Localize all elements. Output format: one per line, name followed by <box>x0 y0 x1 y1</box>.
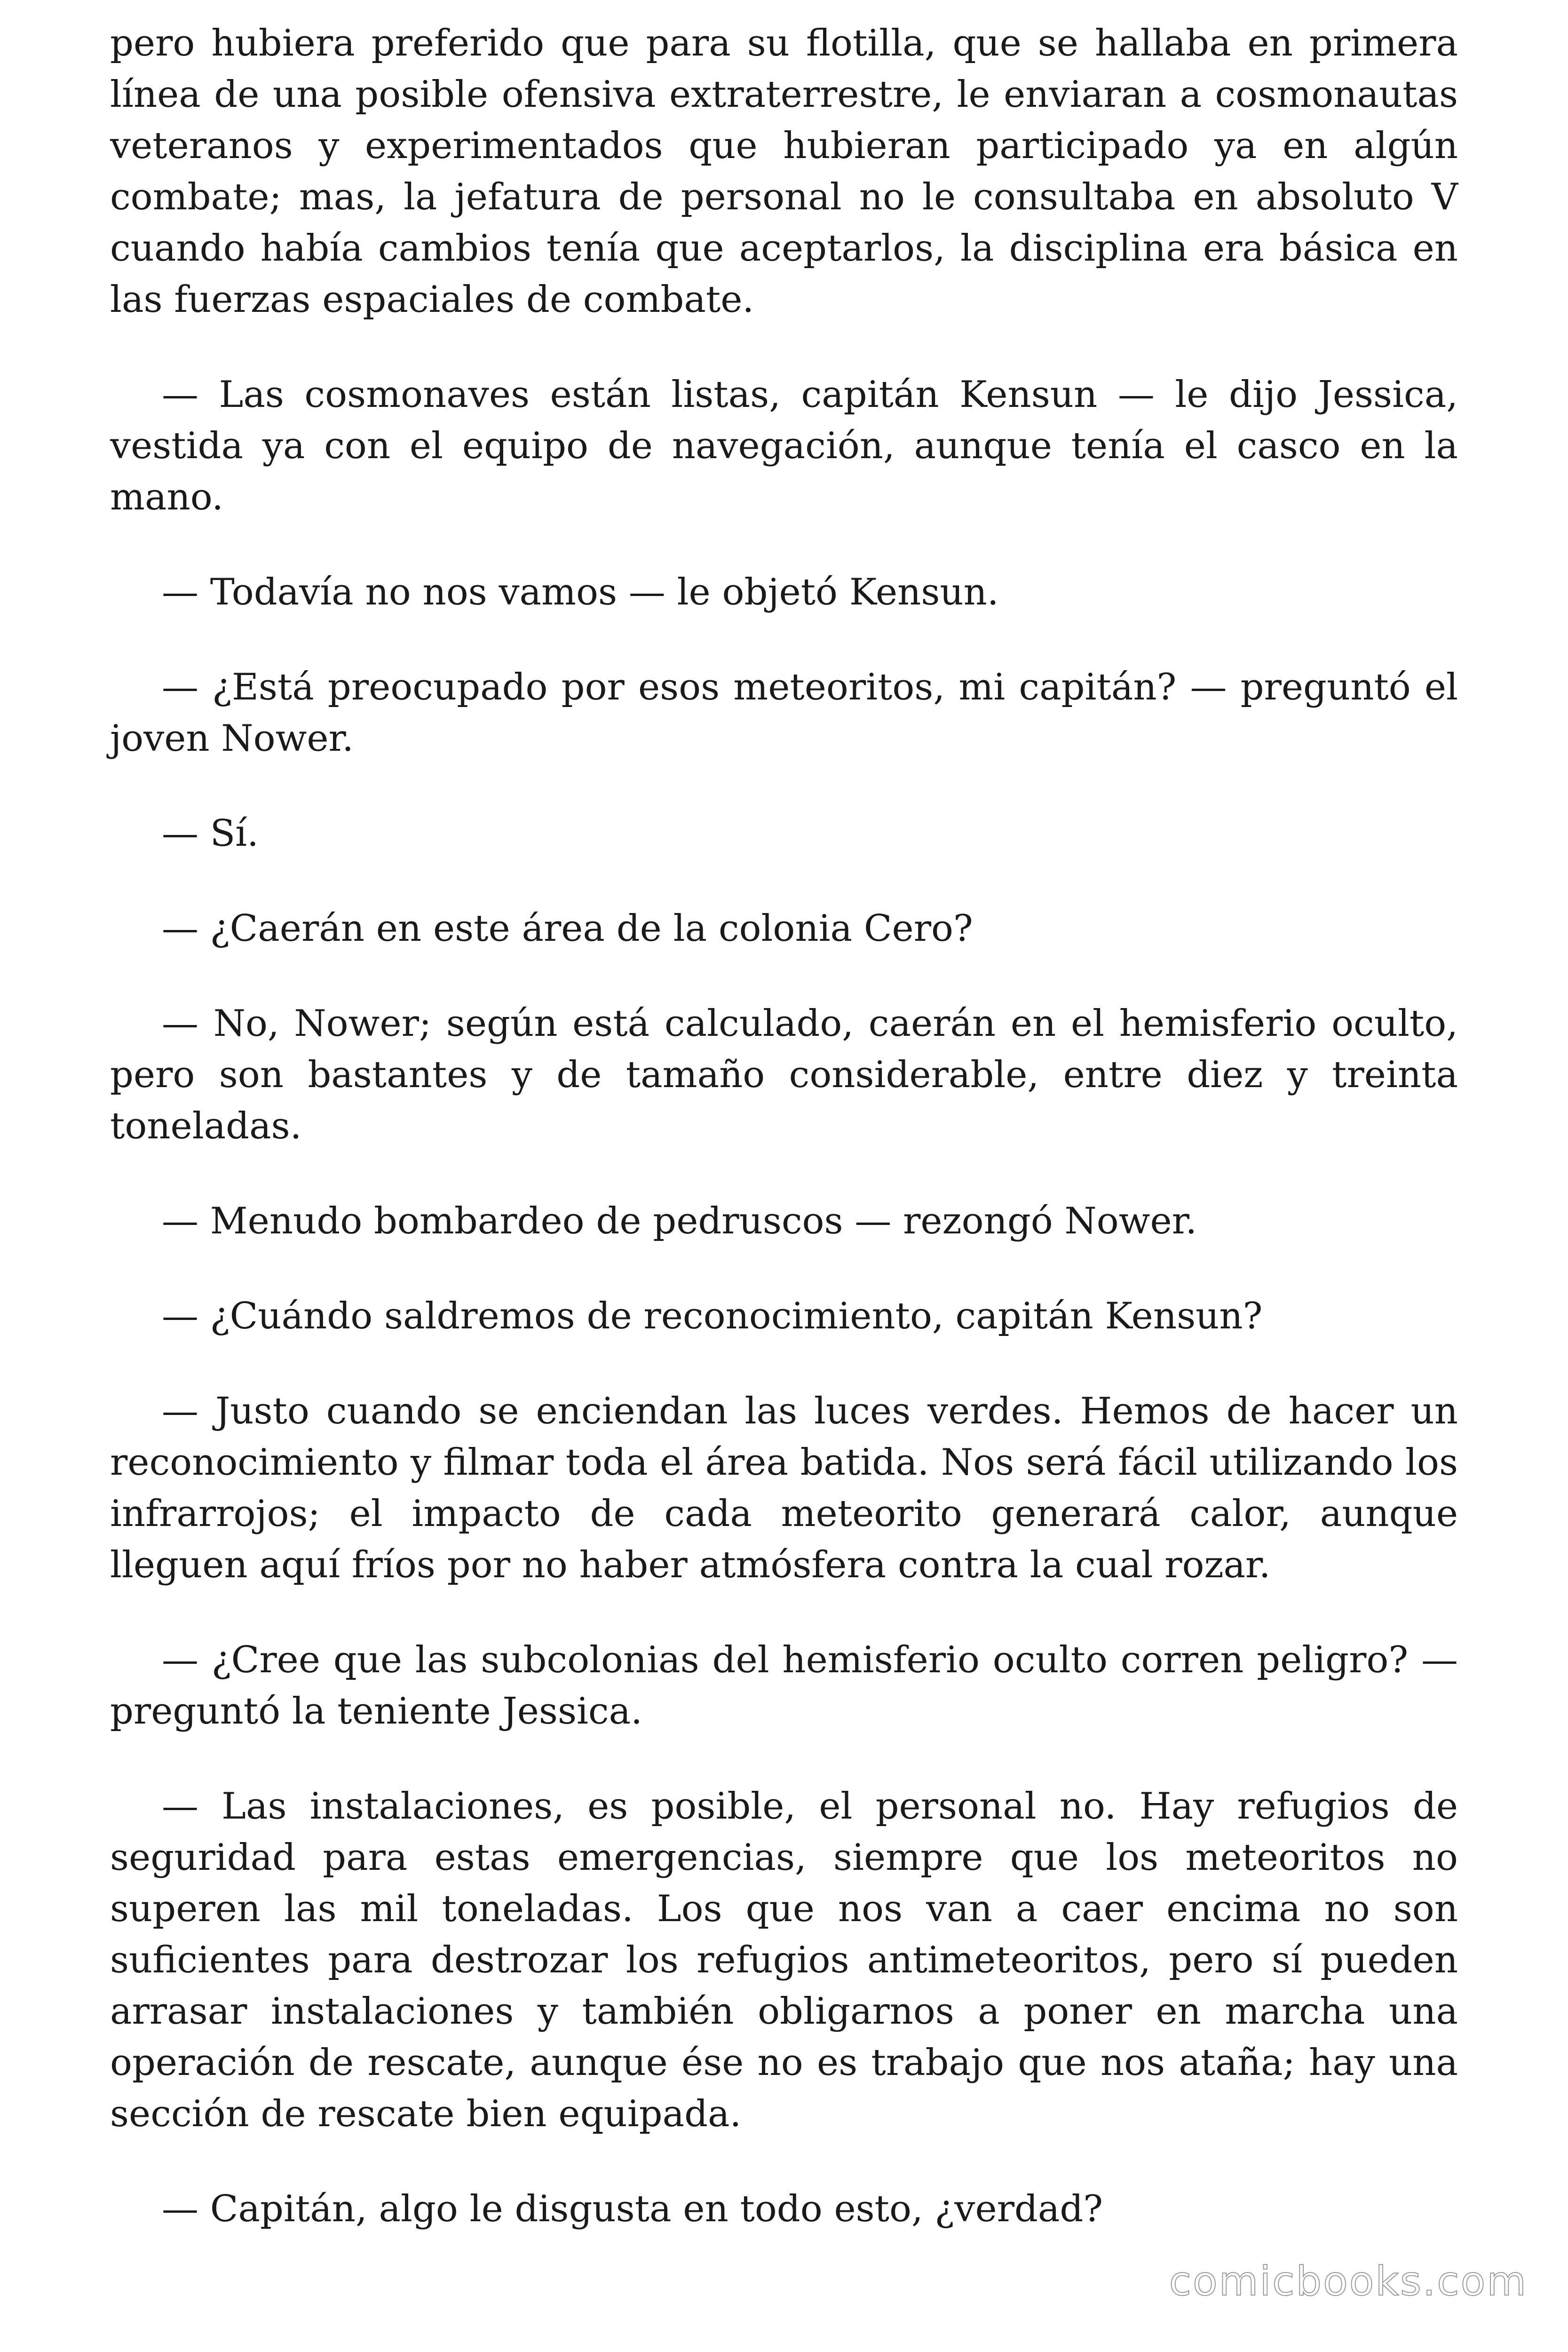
paragraph-dialog: — ¿Cree que las subcolonias del hemisferio oculto corren peligro? — preguntó la teniente Jessica. <box>110 1639 1458 1732</box>
paragraph-dialog: — ¿Caerán en este área de la colonia Cero? <box>162 907 973 950</box>
paragraph-dialog: — No, Nower; según está calculado, caerán en el hemisferio oculto, pero son bastantes y de tamaño considerable, entre diez y treinta toneladas. <box>110 1002 1458 1147</box>
paragraph-dialog: — Las instalaciones, es posible, el personal no. Hay refugios de seguridad para estas emergencias, siempre que los meteoritos no superen las mil toneladas. Los que nos van a caer encima no son suficientes para destrozar los refugios antimeteoritos, pero sí pueden arrasar instalaciones y también obligarnos a poner en marcha una operación de rescate, aunque ése no es trabajo que nos ataña; hay una sección de rescate bien equipada. <box>110 1785 1458 2135</box>
watermark: comicbooks.com <box>1169 2258 1528 2305</box>
paragraph-dialog: — Todavía no nos vamos — le objetó Kensun. <box>162 571 999 613</box>
paragraph-dialog: — Justo cuando se enciendan las luces verdes. Hemos de hacer un reconocimiento y filmar toda el área batida. Nos será fácil utilizando los infrarrojos; el impacto de cada meteorito generará calor, aunque lleguen aquí fríos por no haber atmósfera contra la cual rozar. <box>110 1390 1458 1586</box>
paragraph-narration: pero hubiera preferido que para su flotilla, que se hallaba en primera línea de una posible ofensiva extraterrestre, le enviaran a cosmonautas veteranos y experimentados que hubieran participado ya en algún combate; mas, la jefatura de personal no le consultaba en absoluto V cuando había cambios tenía que aceptarlos, la disciplina era básica en las fuerzas espaciales de combate. <box>110 22 1458 321</box>
page-text <box>110 18 1458 2235</box>
paragraph-dialog: — Menudo bombardeo de pedruscos — rezongó Nower. <box>162 1200 1197 1242</box>
paragraph-dialog: — Capitán, algo le disgusta en todo esto, ¿verdad? <box>162 2188 1103 2230</box>
paragraph-dialog: — ¿Está preocupado por esos meteoritos, mi capitán? — preguntó el joven Nower. <box>110 666 1458 760</box>
paragraph-dialog: — Las cosmonaves están listas, capitán Kensun — le dijo Jessica, vestida ya con el equipo de navegación, aunque tenía el casco en la mano. <box>110 373 1458 518</box>
paragraph-dialog: — Sí. <box>162 812 259 855</box>
paragraph-dialog: — ¿Cuándo saldremos de reconocimiento, capitán Kensun? <box>162 1295 1263 1337</box>
